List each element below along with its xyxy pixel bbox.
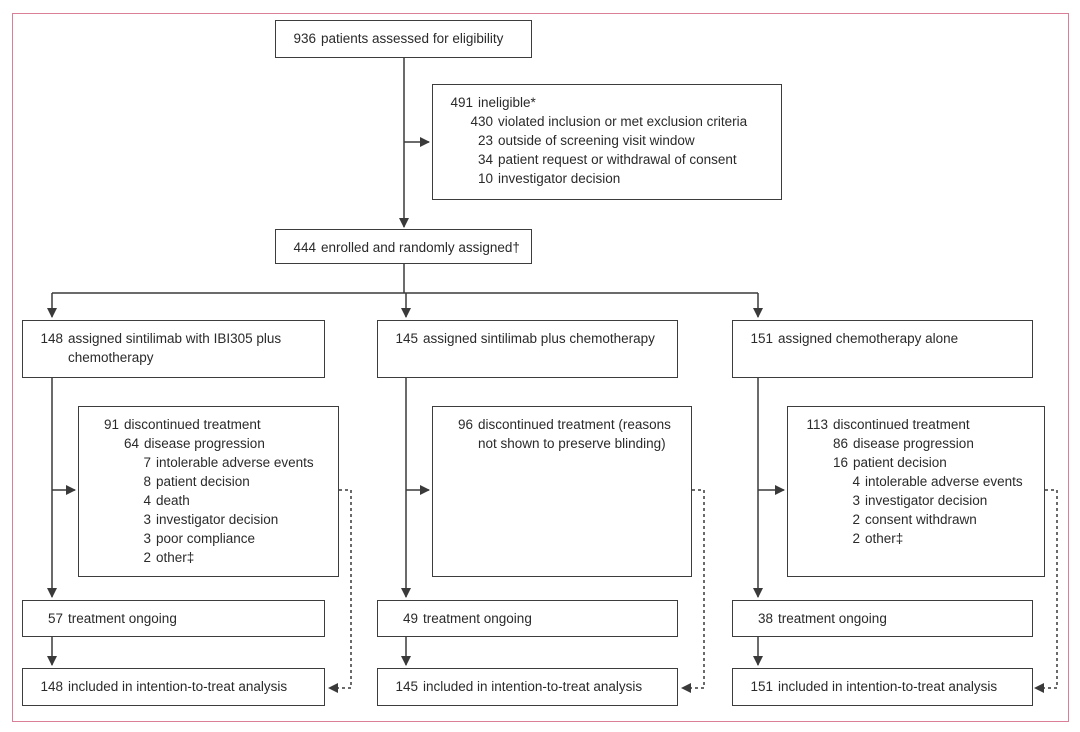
disc-label: investigator decision [156,512,279,527]
disc-label: consent withdrawn [865,512,977,527]
disc-line [802,510,1036,529]
disc-line [802,529,1036,548]
enrolled-box [275,229,532,264]
ineligible-total-label: ineligible* [478,95,536,110]
disc-label: investigator decision [865,493,988,508]
reason-label: investigator decision [498,171,621,186]
arm2-assigned-count: 145 [395,331,418,346]
disc-count: 4 [143,493,151,508]
disc-label: patient decision [853,455,947,470]
disc-line [802,491,1036,510]
arm3-assigned-box [732,320,1033,378]
disc-label: discontinued treatment [124,417,261,432]
ongoing-count: 38 [757,611,773,626]
ongoing-label: treatment ongoing [423,611,532,626]
disc-count: 64 [123,436,139,451]
arm2-assigned-label: assigned sintilimab plus chemotherapy [423,331,655,346]
arm1-assigned-line [37,329,316,367]
arm1-assigned-count: 148 [40,331,63,346]
disc-line [93,472,330,491]
disc-label: death [156,493,190,508]
eligibility-label: patients assessed for eligibility [321,31,504,46]
ongoing-line [37,609,316,628]
itt-label: included in intention-to-treat analysis [778,679,998,694]
ongoing-label: treatment ongoing [68,611,177,626]
disc-line [802,434,1036,453]
arm2-ongoing-box [377,600,678,637]
disc-line [93,548,330,567]
disc-label: disease progression [853,436,974,451]
disc-line [93,491,330,510]
ongoing-line [747,609,1024,628]
itt-count: 148 [40,679,63,694]
ineligible-reason-line [447,131,773,150]
arm3-assigned-count: 151 [750,331,773,346]
arm2-assigned-line [392,329,669,348]
reason-label: outside of screening visit window [498,133,695,148]
arm2-assigned-box [377,320,678,378]
disc-count: 16 [832,455,848,470]
disc-count: 86 [832,436,848,451]
itt-count: 145 [395,679,418,694]
disc-line [93,415,330,434]
disc-count: 96 [457,417,473,432]
reason-count: 34 [477,152,493,167]
disc-line [802,453,1036,472]
eligibility-box [275,20,532,58]
disc-line [93,510,330,529]
arm3-itt-box [732,668,1033,706]
disc-count: 4 [852,474,860,489]
disc-line [802,415,1036,434]
itt-line [392,677,669,696]
enrolled-line [290,238,523,257]
ongoing-line [392,609,669,628]
disc-label: discontinued treatment [833,417,970,432]
arm2-discontinued-box [432,406,692,577]
ongoing-count: 57 [47,611,63,626]
reason-count: 23 [477,133,493,148]
disc-count: 91 [103,417,119,432]
disc-line [802,472,1036,491]
disc-count: 3 [143,531,151,546]
disc-label: intolerable adverse events [865,474,1023,489]
disc-line [447,415,683,453]
disc-line [93,453,330,472]
disc-line [93,434,330,453]
disc-count: 3 [143,512,151,527]
ineligible-total-count: 491 [450,95,473,110]
disc-label: intolerable adverse events [156,455,314,470]
enrolled-count: 444 [293,240,316,255]
disc-label: other‡ [865,531,904,546]
arm1-itt-box [22,668,325,706]
disc-label: patient decision [156,474,250,489]
ongoing-count: 49 [402,611,418,626]
disc-count: 3 [852,493,860,508]
itt-line [747,677,1024,696]
disc-count: 2 [852,512,860,527]
disc-count: 2 [143,550,151,565]
ongoing-label: treatment ongoing [778,611,887,626]
eligibility-line [290,29,523,48]
itt-label: included in intention-to-treat analysis [68,679,288,694]
disc-count: 8 [143,474,151,489]
ineligible-box [432,84,782,200]
disc-line [93,529,330,548]
itt-line [37,677,316,696]
ineligible-reason-line [447,169,773,188]
disc-label: disease progression [144,436,265,451]
ineligible-reason-line [447,150,773,169]
enrolled-label: enrolled and randomly assigned† [321,240,520,255]
arm2-itt-box [377,668,678,706]
arm3-ongoing-box [732,600,1033,637]
ineligible-reason-line [447,112,773,131]
reason-count: 430 [470,114,493,129]
arm3-assigned-label: assigned chemotherapy alone [778,331,959,346]
arm1-assigned-label: assigned sintilimab with IBI305 plus chemotherapy [68,331,282,365]
arm3-assigned-line [747,329,1024,348]
arm3-discontinued-box [787,406,1045,577]
arm1-ongoing-box [22,600,325,637]
reason-count: 10 [477,171,493,186]
disc-label: other‡ [156,550,195,565]
eligibility-count: 936 [293,31,316,46]
disc-label: poor compliance [156,531,256,546]
arm1-discontinued-box [78,406,339,577]
disc-label: discontinued treatment (reasons not shown to preserve blinding) [478,417,671,451]
disc-count: 113 [806,417,828,432]
reason-label: violated inclusion or met exclusion criteria [498,114,748,129]
itt-count: 151 [750,679,773,694]
arm1-assigned-box [22,320,325,378]
disc-count: 7 [143,455,151,470]
itt-label: included in intention-to-treat analysis [423,679,643,694]
reason-label: patient request or withdrawal of consent [498,152,737,167]
ineligible-total-line [447,93,773,112]
disc-count: 2 [852,531,860,546]
